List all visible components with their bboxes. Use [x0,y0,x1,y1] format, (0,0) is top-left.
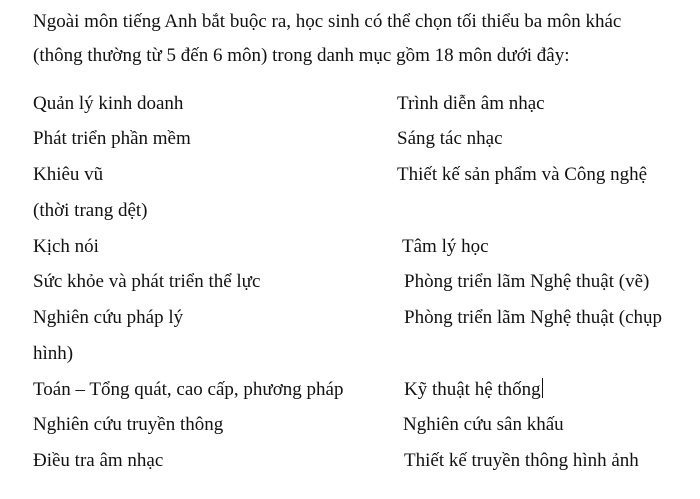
subject-left-3: Khiêu vũ [33,164,104,185]
subject-left-10: Nghiên cứu truyền thông [33,414,224,435]
subject-right-1: Trình diễn âm nhạc [397,93,545,114]
intro-line-2: (thông thường từ 5 đến 6 môn) trong danh mục gồm 18 môn dưới đây: [33,45,570,66]
subject-right-3: Thiết kế sản phẩm và Công nghệ [397,164,648,185]
subject-left-8: hình) [33,343,74,364]
subject-right-5: Tâm lý học [402,236,489,257]
subject-left-11: Điều tra âm nhạc [33,450,164,471]
subject-left-5: Kịch nói [33,236,99,257]
intro-line-1: Ngoài môn tiếng Anh bắt buộc ra, học sinh có thể chọn tối thiểu ba môn khác [33,11,622,32]
subject-right-11: Thiết kế truyền thông hình ảnh [404,450,639,471]
subject-left-2: Phát triển phần mềm [33,128,191,149]
subject-left-6: Sức khỏe và phát triển thể lực [33,271,261,292]
subject-left-7: Nghiên cứu pháp lý [33,307,184,328]
text-cursor [542,378,543,398]
subject-left-1: Quản lý kinh doanh [33,93,184,114]
subject-right-7: Phòng triển lãm Nghệ thuật (chụp [404,307,663,328]
subject-left-9: Toán – Tổng quát, cao cấp, phương pháp [33,379,344,400]
subject-left-4: (thời trang dệt) [33,200,148,221]
subject-right-9-text: Kỹ thuật hệ thống [404,379,541,400]
subject-right-2: Sáng tác nhạc [397,128,503,149]
subject-right-6: Phòng triển lãm Nghệ thuật (vẽ) [404,271,650,292]
subject-right-10: Nghiên cứu sân khấu [403,414,564,435]
subject-right-9 [404,378,543,402]
